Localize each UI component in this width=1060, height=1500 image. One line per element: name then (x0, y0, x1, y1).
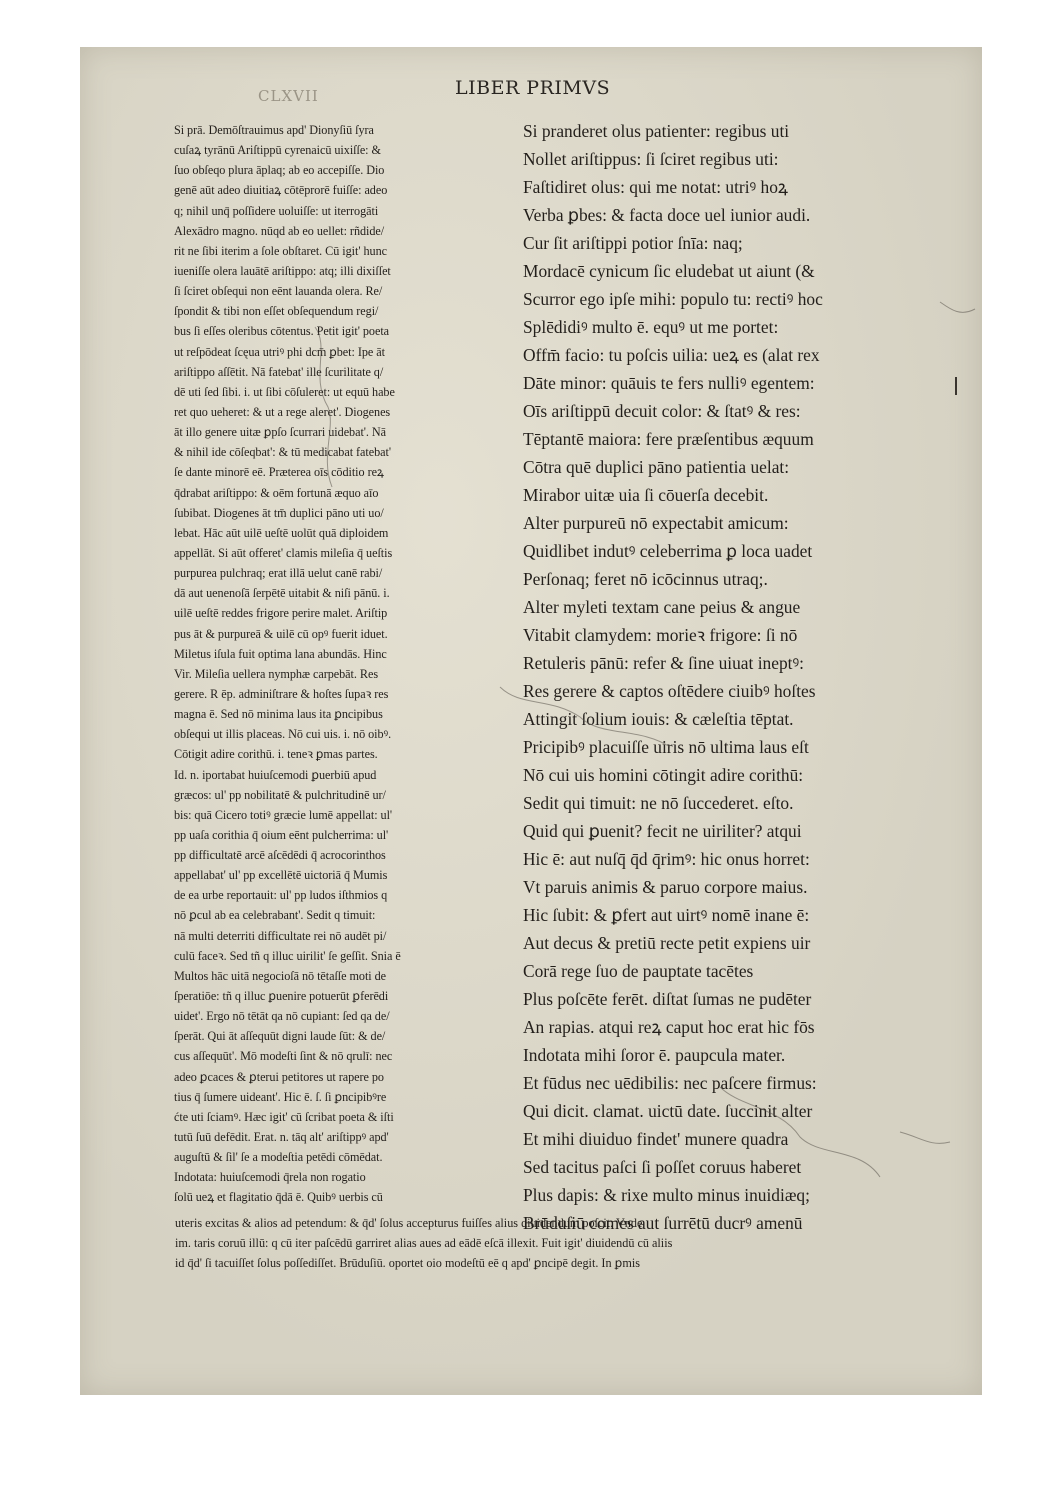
commentary-bottom-line: uteris excitas & alios ad petendum: & q̄d' ſolus accepturus fuiſſes alius diuidendum poſcit. Vnde (175, 1216, 643, 1230)
commentary-left-line: tutū ſuū defēdit. Erat. n. tāq alt' ariſtippꝰ apd' (174, 1130, 389, 1145)
margin-mark (955, 377, 957, 395)
commentary-left-line: gerere. R ēp. adminiſtrare & hoſtes ſupaꝛ res (174, 686, 389, 701)
scribble-line (500, 687, 670, 747)
verse-line: Cōtra quē duplici pāno patientia uelat: (523, 457, 790, 477)
verse-line: Nollet ariſtippus: ſi ſciret regibus uti: (523, 149, 779, 169)
folio-mark: CLXVII (258, 87, 319, 105)
verse-line: Dāte minor: quāuis te fers nulliꝰ egentem: (523, 373, 815, 393)
verse-line: Et fūdus nec uēdibilis: nec paſcere firmus: (523, 1073, 817, 1093)
commentary-left-line: ſperāt. Qui āt aſſequūt digni laude ſūt: & de/ (174, 1029, 386, 1044)
scribble-line (900, 1132, 950, 1143)
verse-line: Hic ē: aut nuſq̄ q̄d q̄rimꝰ: hic onus horret: (523, 849, 810, 869)
commentary-left-line: purpurea pulchraq; erat illā uelut canē rabi/ (174, 566, 383, 581)
verse-line: Quid qui ꝑuenit? fecit ne uiriliter? atqui (523, 821, 802, 841)
commentary-left-line: āt illo genere uitæ ꝑpſo ſcurrari uidebat'. Nā (174, 425, 387, 440)
verse-line: Mirabor uitæ uia ſi cōuerſa decebit. (523, 485, 769, 505)
commentary-left-line: Miletus iſula fuit optima lana abundās. Hinc (174, 646, 387, 661)
commentary-left-line: uilē ueſtē reddes frigore perire malet. Ariſtip (174, 606, 388, 621)
commentary-left-line: adeo ꝑcaces & ꝑterui petitores ut rapere po (174, 1069, 384, 1084)
commentary-left-line: uidet'. Ergo nō tētāt qa nō cupiant: ſed qa de/ (174, 1009, 390, 1024)
commentary-left-line: pp uaſa corithia q̄ oium eēnt pulcherrima: ul' (174, 827, 389, 842)
verse-line: Quidlibet indutꝰ celeberrima ꝑ loca uadet (523, 541, 813, 561)
commentary-bottom-line: id q̄d' ſi tacuiſſet ſolus poſſediſſet. Brūduſiū. oportet oio modeſtū eē q apd' ꝑncipē degit. In ꝑmis (175, 1256, 640, 1271)
verse-line: Nō cui uis homini cōtingit adire corithū: (523, 765, 804, 785)
commentary-left-line: q; nihil unq̄ poſſidere uoluiſſe: ut iterrogāti (174, 203, 379, 218)
commentary-left-line: ſolū ueꝝ et flagitatio q̄dā ē. Quibꝰ uerbis cū (174, 1190, 383, 1205)
scribble-line (315, 327, 332, 487)
commentary-left-line: appellabat' ul' pp excellētē uictoriā q̄ Mumis (174, 868, 388, 883)
verse-line: Hic ſubit: & ꝑfert aut uirtꝰ nomē inane ē: (523, 905, 810, 925)
verse-line: Retuleris pānū: refer & ſine uiuat ineptꝰ: (523, 653, 804, 673)
commentary-left-line: culū faceꝛ. Sed tñ q illuc uirilit' ſe geſſit. Snia ē (174, 948, 401, 963)
commentary-left-line: bis: quā Cicero totiꝰ græcie lumē appellat: ul' (174, 807, 393, 822)
commentary-left-line: Cōtigit adire corithū. i. teneꝛ ꝑmas partes. (174, 747, 378, 762)
manuscript-page (80, 47, 982, 1395)
verse-line: Offm̄ facio: tu poſcis uilia: ueꝝ es (alat rex (523, 345, 820, 365)
verse-line: Et mihi diuiduo findet' munere quadra (523, 1129, 789, 1149)
commentary-left-line: ćte uti ſciamꝰ. Hæc igit' cū ſcribat poeta & iſti (174, 1109, 394, 1124)
verse-line: Perſonaq; feret nō icōcinnus utraq;. (523, 569, 768, 589)
commentary-left-line: lebat. Hāc aūt uilē ueſtē uolūt quā diploidem (174, 525, 389, 540)
commentary-left-line: ſpondit & tibi non eſſet obſequendum regi/ (174, 304, 379, 319)
commentary-left-line: Indotata: huiuſcemodi q̄rela non rogatio (174, 1170, 366, 1185)
commentary-left-line: ſuo obſeqo plura āplaq; ab eo accepiſſe. Dio (174, 163, 385, 178)
commentary-left-line: de ea urbe reportauit: ul' pp ludos iſthmios q (174, 888, 388, 903)
commentary-left-line: ſperatiōe: tñ q illuc ꝑuenire potuerūt ꝑferēdi (174, 989, 389, 1004)
commentary-left-line: ſubibat. Diogenes āt tm̄ duplici pāno uti uo/ (174, 505, 384, 520)
verse-line: Cur ſit ariſtippi potior ſnīa: naq; (523, 233, 743, 253)
verse-line: Sed tacitus paſci ſi poſſet coruus haberet (523, 1157, 802, 1177)
verse-line: Qui dicit. clamat. uictū date. ſuccinit alter (523, 1101, 813, 1121)
commentary-left-line: Multos hāc uitā negocioſā nō tētaſſe moti de (174, 968, 387, 983)
commentary-left-line: dā aut uenenoſā ſerpētē uitabit & niſi pānū. i. (174, 586, 390, 601)
verse-line: Alter myleti textam cane peius & angue (523, 597, 801, 617)
scribble-line (720, 1087, 880, 1177)
commentary-left-line: dē uti ſed ſibi. i. ut ſibi cōſuleret: ut equū habe (174, 384, 395, 399)
commentary-left-line: obſequi ut illis placeas. Nō cui uis. i. nō oibꝰ. (174, 727, 392, 742)
commentary-left-line: Si prā. Demōſtrauimus apd' Dionyſiū ſyra (174, 123, 374, 137)
verse-line: Corā rege ſuo de pauptate tacētes (523, 961, 754, 981)
verse-line: Verba ꝑbes: & facta doce uel iunior audi. (523, 205, 811, 225)
commentary-left-line: ſi ſciret obſequi non eēnt lauanda olera. Re/ (174, 284, 383, 299)
manuscript-scribbles (80, 47, 982, 1395)
commentary-left-line: & nihil ide cōſeqbat': & tū medicabat fatebat' (174, 445, 391, 460)
verse-line: Scurror ego ipſe mihi: populo tu: rectiꝰ hoc (523, 289, 823, 309)
verse-line: Alter purpureū nō expectabit amicum: (523, 513, 789, 533)
commentary-left-line: rit ne ſibi iterim a ſole obſtaret. Cū igit' hunc (174, 243, 387, 258)
verse-line: Indotata mihi ſoror ē. paupcula mater. (523, 1045, 786, 1065)
verse-line: Plus dapis: & rixe multo minus inuidiæq; (523, 1185, 810, 1205)
commentary-left-line: iueniſſe olera lauātē ariſtippo: atq; illi dixiſſet (174, 263, 391, 278)
verse-line: Plus poſcēte ferēt. diſtat ſumas ne pudēter (523, 989, 812, 1009)
verse-line: Attingit ſolium iouis: & cæleſtia tēptat. (523, 709, 794, 729)
commentary-left-line: ariſtippo aſſētit. Nā fatebat' ille ſcurilitate q/ (174, 364, 384, 379)
commentary-left-line: pp difficultatē arcē aſcēdēdi q̄ acrocorinthos (174, 848, 386, 863)
commentary-left-line: cuſaꝝ tyrānū Ariſtippū cyrenaicū uixiſſe: & (174, 143, 381, 158)
commentary-left-line: magna ē. Sed nō minima laus ita ꝑncipibus (174, 707, 383, 722)
verse-line: Oīs ariſtippū decuit color: & ſtatꝰ & res: (523, 401, 801, 421)
commentary-left-line: tius q̄ ſumere uideant'. Hic ē. ſ. ſi ꝑncipibꝰre (174, 1089, 387, 1104)
commentary-left-line: genē aūt adeo diuitiaꝝ cōtēprorē fuiſſe: adeo (174, 183, 388, 198)
commentary-left-line: appellāt. Si aūt offeret' clamis mileſia q̄ ueſtis (174, 545, 393, 560)
verse-line: An rapias. atqui reꝝ caput hoc erat hic fōs (523, 1017, 815, 1037)
commentary-left-line: Alexādro magno. nūqd ab eo uellet: rñdide/ (174, 223, 385, 238)
verse-line: Sedit qui timuit: ne nō ſuccederet. eſto. (523, 793, 794, 813)
commentary-left-line: Id. n. iportabat huiuſcemodi ꝑuerbiū apud (174, 767, 377, 782)
verse-line: Vitabit clamydem: morieꝛ frigore: ſi nō (523, 625, 798, 645)
commentary-left-line: ret quo ueheret: & ut a rege aleret'. Diogenes (174, 404, 391, 419)
verse-line: Faſtidiret olus: qui me notat: utriꝰ hoꝝ (523, 177, 788, 197)
verse-line: Aut decus & pretiū recte petit expiens uir (523, 933, 811, 953)
verse-line: Tēptantē maiora: fere præſentibus æquum (523, 429, 814, 449)
commentary-left-line: nō ꝑcul ab ea celebrabant'. Sedit q timuit: (174, 908, 376, 923)
commentary-left-line: ut reſpōdeat ſcęua utriꝰ phi dcm̄ ꝑbet: Ipe āt (174, 344, 385, 359)
commentary-left-line: q̄drabat ariſtippo: & oēm fortunā æquo aīo (174, 485, 379, 500)
commentary-left-line: bus ſi eſſes oleribus cōtentus. Petit igit' poeta (174, 324, 390, 339)
verse-line: Splēdidiꝰ multo ē. equꝰ ut me portet: (523, 317, 779, 337)
scribble-line (940, 302, 975, 312)
commentary-left-line: Vir. Mileſia uellera nymphæ carpebāt. Res (174, 666, 379, 681)
verse-line: Res gerere & captos oſtēdere ciuibꝰ hoſtes (523, 681, 816, 701)
verse-line: Mordacē cynicum ſic eludebat ut aiunt (& (523, 261, 815, 281)
verse-line: Brūduſiū comes aut ſurrētū ducrꝰ amenū (523, 1213, 803, 1233)
verse-line: Pricipibꝰ placuiſſe uiris nō ultima laus eſt (523, 737, 809, 757)
running-head: LIBER PRIMVS (455, 77, 611, 99)
commentary-left-line: pus āt & purpureā & uilē cū opꝰ fuerit iduet. (174, 626, 388, 641)
commentary-left-line: græcos: ul' pp nobilitatē & pulchritudinē ur/ (174, 787, 386, 802)
commentary-left-line: cus aſſequūt'. Mō modeſti ſint & nō qrulī: nec (174, 1049, 393, 1064)
commentary-left-line: nā multi deterriti difficultate rei nō audēt pi/ (174, 928, 387, 943)
commentary-left-line: auguſtū & ſil' ſe a modeſtia petēdi cōmēdat. (174, 1150, 383, 1165)
verse-line: Vt paruis animis & paruo corpore maius. (523, 877, 808, 897)
verse-line: Si pranderet olus patienter: regibus uti (523, 121, 790, 141)
commentary-left-line: ſe dante minorē eē. Præterea oīs cōditio reꝝ (174, 465, 384, 480)
commentary-bottom-line: im. taris coruū illū: q cū iter paſcēdū garriret alias aues ad eādē eſcā illexit. Fuit igit' diuidendū cū aliis (175, 1236, 673, 1251)
